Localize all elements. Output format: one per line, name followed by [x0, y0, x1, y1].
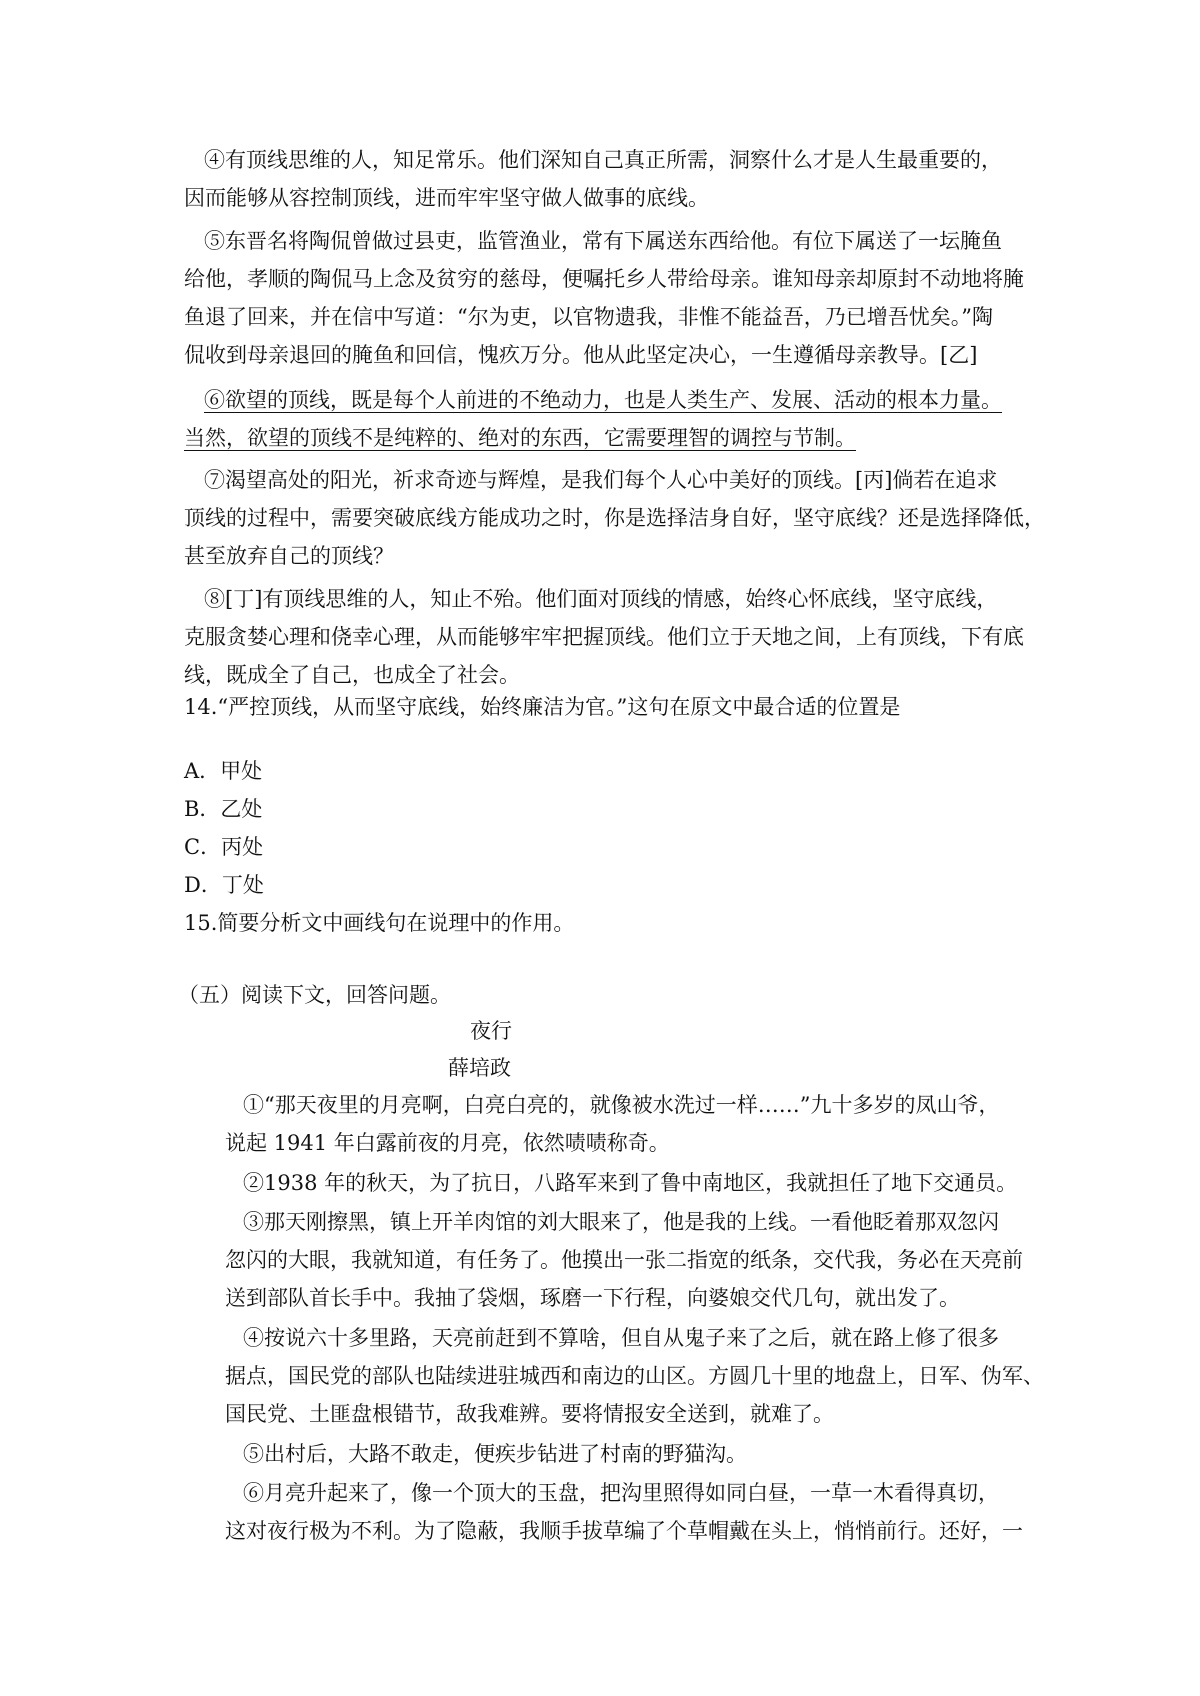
paragraph-7 [184, 461, 1045, 575]
underlined-sentence: 当然，欲望的顶线不是纯粹的、绝对的东西，它需要理智的调控与节制。 [184, 426, 856, 450]
article-author: 薛培政 [448, 1056, 511, 1080]
paragraph-4 [184, 141, 1002, 217]
text-line: ⑥月亮升起来了，像一个顶大的玉盘，把沟里照得如同白昼，一草一木看得真切， [243, 1481, 999, 1505]
text-line: ①“那天夜里的月亮啊，白亮白亮的，就像被水洗过一样……”九十多岁的凤山爷， [243, 1093, 1000, 1117]
option-b[interactable]: B．乙处 [184, 797, 263, 821]
article-title: 夜行 [470, 1019, 512, 1043]
text-line: 顶线的过程中，需要突破底线方能成功之时，你是选择洁身自好，坚守底线？还是选择降低， [184, 506, 1045, 530]
text-line: 鱼退了回来，并在信中写道：“尔为吏，以官物遗我，非惟不能益吾，乃已增吾忧矣。”陶 [184, 305, 993, 329]
text-line: 因而能够从容控制顶线，进而牢牢坚守做人做事的底线。 [184, 186, 709, 210]
story-paragraph-2 [225, 1164, 1017, 1202]
paragraph-8 [184, 580, 1024, 694]
text-line: 线，既成全了自己，也成全了社会。 [184, 663, 520, 687]
text-line: ⑧[丁]有顶线思维的人，知止不殆。他们面对顶线的情感，始终心怀底线，坚守底线， [204, 587, 998, 611]
paragraph-5 [184, 222, 1024, 374]
story-paragraph-6 [225, 1474, 1023, 1550]
text-line: ④按说六十多里路，天亮前赶到不算啥，但自从鬼子来了之后，就在路上修了很多 [243, 1326, 999, 1350]
text-line: ⑤出村后，大路不敢走，便疾步钻进了村南的野猫沟。 [243, 1442, 747, 1466]
text-line: ⑤东晋名将陶侃曾做过县吏，监管渔业，常有下属送东西给他。有位下属送了一坛腌鱼 [204, 229, 1002, 253]
text-line: 送到部队首长手中。我抽了袋烟，琢磨一下行程，向婆娘交代几句，就出发了。 [225, 1286, 960, 1310]
underlined-sentence: ⑥欲望的顶线，既是每个人前进的不绝动力，也是人类生产、发展、活动的根本力量。 [204, 388, 1002, 412]
story-paragraph-1 [225, 1086, 999, 1162]
text-line: 据点，国民党的部队也陆续进驻城西和南边的山区。方圆几十里的地盘上，日军、伪军、 [225, 1364, 1044, 1388]
text-line: 这对夜行极为不利。为了隐蔽，我顺手拔草编了个草帽戴在头上，悄悄前行。还好，一 [225, 1519, 1023, 1543]
text-line: 说起 1941 年白露前夜的月亮，依然啧啧称奇。 [225, 1131, 670, 1155]
text-line: 克服贪婪心理和侥幸心理，从而能够牢牢把握顶线。他们立于天地之间，上有顶线，下有底 [184, 625, 1024, 649]
question-15-stem: 15.简要分析文中画线句在说理中的作用。 [184, 911, 575, 935]
option-d[interactable]: D．丁处 [184, 873, 264, 897]
option-a[interactable]: A．甲处 [184, 759, 263, 783]
story-paragraph-3 [225, 1203, 1023, 1317]
text-line: 忽闪的大眼，我就知道，有任务了。他摸出一张二指宽的纸条，交代我，务必在天亮前 [225, 1248, 1023, 1272]
text-line: 甚至放弃自己的顶线？ [184, 544, 394, 568]
text-line: 国民党、土匪盘根错节，敌我难辨。要将情报安全送到，就难了。 [225, 1402, 834, 1426]
text-line: 给他，孝顺的陶侃马上念及贫穷的慈母，便嘱托乡人带给母亲。谁知母亲却原封不动地将腌 [184, 267, 1024, 291]
text-line: ②1938 年的秋天，为了抗日，八路军来到了鲁中南地区，我就担任了地下交通员。 [243, 1171, 1018, 1195]
story-paragraph-5 [225, 1435, 747, 1473]
section-5-header: （五）阅读下文，回答问题。 [178, 983, 451, 1007]
text-line: ④有顶线思维的人，知足常乐。他们深知自己真正所需，洞察什么才是人生最重要的， [204, 148, 1002, 172]
text-line: ⑦渴望高处的阳光，祈求奇迹与辉煌，是我们每个人心中美好的顶线。[丙]倘若在追求 [204, 468, 998, 492]
text-line: 侃收到母亲退回的腌鱼和回信，愧疚万分。他从此坚定决心，一生遵循母亲教导。[乙] [184, 343, 978, 367]
option-c[interactable]: C．丙处 [184, 835, 264, 859]
text-line: ③那天刚擦黑，镇上开羊肉馆的刘大眼来了，他是我的上线。一看他眨着那双忽闪 [243, 1210, 999, 1234]
story-paragraph-4 [225, 1319, 1044, 1433]
paragraph-6-underlined [184, 381, 1002, 457]
question-14-stem: 14.“严控顶线，从而坚守底线，始终廉洁为官。”这句在原文中最合适的位置是 [184, 695, 901, 719]
